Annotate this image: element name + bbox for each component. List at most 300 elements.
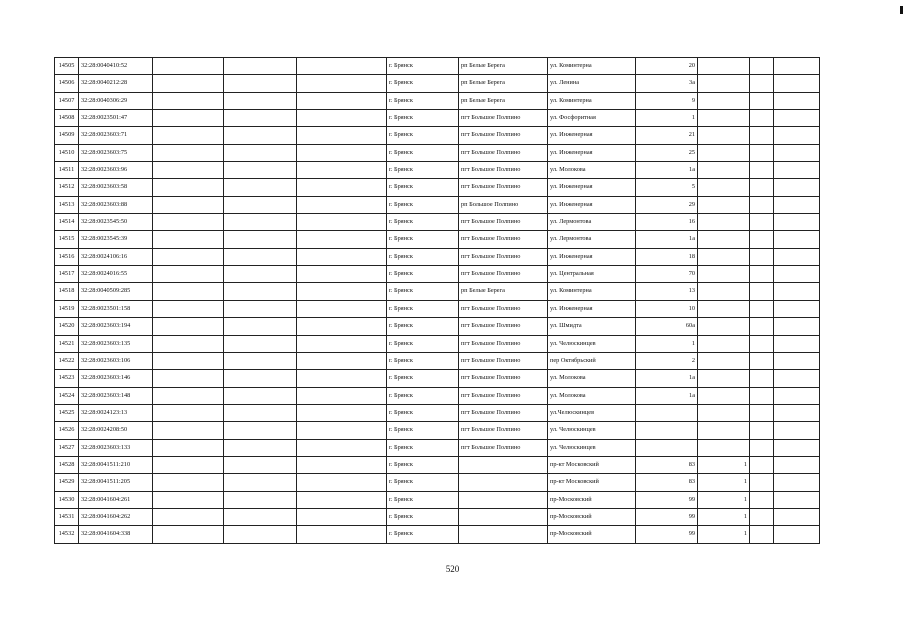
settlement-cell: пгт Большое Полпино: [459, 335, 548, 352]
city-cell: г. Брянск: [387, 110, 459, 127]
empty-cell: [774, 196, 820, 213]
flag-cell: [698, 439, 750, 456]
empty-cell: [750, 214, 774, 231]
city-cell: г. Брянск: [387, 127, 459, 144]
settlement-cell: пгт Большое Полпино: [459, 144, 548, 161]
empty-cell: [774, 127, 820, 144]
flag-cell: [698, 335, 750, 352]
table-row: [55, 231, 820, 248]
flag-cell: [698, 404, 750, 421]
empty-cell: [224, 248, 297, 265]
row-number-cell: 14516: [55, 248, 79, 265]
empty-cell: [750, 456, 774, 473]
row-number-cell: 14522: [55, 352, 79, 369]
flag-cell: [698, 162, 750, 179]
row-number-cell: 14512: [55, 179, 79, 196]
empty-cell: [224, 335, 297, 352]
table-row: [55, 58, 820, 75]
settlement-cell: пгт Большое Полпино: [459, 404, 548, 421]
city-cell: г. Брянск: [387, 248, 459, 265]
house-number-cell: 83: [636, 474, 698, 491]
empty-cell: [224, 214, 297, 231]
empty-cell: [750, 300, 774, 317]
empty-cell: [297, 283, 387, 300]
row-number-cell: 14511: [55, 162, 79, 179]
table-row: [55, 352, 820, 369]
street-cell: ул. Челюскинцев: [548, 422, 636, 439]
house-number-cell: 99: [636, 491, 698, 508]
empty-cell: [750, 491, 774, 508]
empty-cell: [774, 526, 820, 543]
empty-cell: [224, 404, 297, 421]
empty-cell: [297, 491, 387, 508]
street-cell: ул. Челюскинцев: [548, 335, 636, 352]
city-cell: г. Брянск: [387, 144, 459, 161]
cadastral-number-cell: 32:28:0023603:58: [79, 179, 153, 196]
empty-cell: [224, 387, 297, 404]
settlement-cell: пгт Большое Полпино: [459, 214, 548, 231]
empty-cell: [153, 370, 224, 387]
flag-cell: [698, 214, 750, 231]
cadastral-number-cell: 32:28:0024123:13: [79, 404, 153, 421]
empty-cell: [153, 127, 224, 144]
empty-cell: [750, 335, 774, 352]
row-number-cell: 14510: [55, 144, 79, 161]
row-number-cell: 14526: [55, 422, 79, 439]
table-row: [55, 300, 820, 317]
empty-cell: [774, 508, 820, 525]
empty-cell: [297, 300, 387, 317]
settlement-cell: пгт Большое Полпино: [459, 387, 548, 404]
settlement-cell: [459, 526, 548, 543]
table-row: [55, 404, 820, 421]
empty-cell: [774, 370, 820, 387]
empty-cell: [774, 179, 820, 196]
table-row: [55, 456, 820, 473]
row-number-cell: 14529: [55, 474, 79, 491]
empty-cell: [774, 248, 820, 265]
city-cell: г. Брянск: [387, 526, 459, 543]
empty-cell: [297, 422, 387, 439]
city-cell: г. Брянск: [387, 283, 459, 300]
settlement-cell: [459, 491, 548, 508]
settlement-cell: пгт Большое Полпино: [459, 318, 548, 335]
empty-cell: [224, 491, 297, 508]
house-number-cell: 20: [636, 58, 698, 75]
street-cell: пр-кт Московский: [548, 474, 636, 491]
empty-cell: [153, 422, 224, 439]
registry-table: [54, 57, 820, 544]
empty-cell: [297, 370, 387, 387]
flag-cell: 1: [698, 491, 750, 508]
empty-cell: [750, 370, 774, 387]
city-cell: г. Брянск: [387, 162, 459, 179]
row-number-cell: 14528: [55, 456, 79, 473]
empty-cell: [153, 300, 224, 317]
street-cell: ул. Коминтерна: [548, 283, 636, 300]
flag-cell: [698, 352, 750, 369]
flag-cell: [698, 266, 750, 283]
cadastral-number-cell: 32:28:0023603:106: [79, 352, 153, 369]
street-cell: ул. Инженерная: [548, 196, 636, 213]
row-number-cell: 14515: [55, 231, 79, 248]
empty-cell: [224, 283, 297, 300]
empty-cell: [774, 352, 820, 369]
table-row: [55, 179, 820, 196]
city-cell: г. Брянск: [387, 231, 459, 248]
cadastral-number-cell: 32:28:0041511:205: [79, 474, 153, 491]
empty-cell: [297, 266, 387, 283]
empty-cell: [297, 144, 387, 161]
empty-cell: [774, 335, 820, 352]
house-number-cell: [636, 404, 698, 421]
empty-cell: [153, 526, 224, 543]
empty-cell: [750, 127, 774, 144]
house-number-cell: 1а: [636, 231, 698, 248]
empty-cell: [153, 266, 224, 283]
table-row: [55, 318, 820, 335]
table-row: [55, 110, 820, 127]
empty-cell: [297, 248, 387, 265]
empty-cell: [774, 300, 820, 317]
empty-cell: [297, 214, 387, 231]
city-cell: г. Брянск: [387, 456, 459, 473]
cadastral-number-cell: 32:28:0040306:29: [79, 92, 153, 109]
empty-cell: [774, 474, 820, 491]
empty-cell: [774, 404, 820, 421]
flag-cell: [698, 370, 750, 387]
empty-cell: [153, 318, 224, 335]
empty-cell: [224, 110, 297, 127]
empty-cell: [774, 422, 820, 439]
street-cell: ул. Шмидта: [548, 318, 636, 335]
house-number-cell: 9: [636, 92, 698, 109]
empty-cell: [297, 387, 387, 404]
cadastral-number-cell: 32:28:0023603:71: [79, 127, 153, 144]
city-cell: г. Брянск: [387, 214, 459, 231]
city-cell: г. Брянск: [387, 92, 459, 109]
empty-cell: [750, 404, 774, 421]
cadastral-number-cell: 32:28:0041604:262: [79, 508, 153, 525]
city-cell: г. Брянск: [387, 352, 459, 369]
table-row: [55, 248, 820, 265]
cadastral-number-cell: 32:28:0023501:158: [79, 300, 153, 317]
city-cell: г. Брянск: [387, 196, 459, 213]
row-number-cell: 14514: [55, 214, 79, 231]
cadastral-number-cell: 32:28:0040212:28: [79, 75, 153, 92]
empty-cell: [774, 75, 820, 92]
settlement-cell: пгт Большое Полпино: [459, 370, 548, 387]
street-cell: ул. Лермонтова: [548, 231, 636, 248]
empty-cell: [224, 352, 297, 369]
row-number-cell: 14532: [55, 526, 79, 543]
empty-cell: [750, 352, 774, 369]
empty-cell: [153, 387, 224, 404]
city-cell: г. Брянск: [387, 508, 459, 525]
house-number-cell: 18: [636, 248, 698, 265]
flag-cell: [698, 75, 750, 92]
house-number-cell: 1: [636, 335, 698, 352]
cadastral-number-cell: 32:28:0041604:338: [79, 526, 153, 543]
empty-cell: [297, 75, 387, 92]
house-number-cell: 3а: [636, 75, 698, 92]
flag-cell: [698, 92, 750, 109]
city-cell: г. Брянск: [387, 58, 459, 75]
empty-cell: [750, 196, 774, 213]
street-cell: ул. Инженерная: [548, 144, 636, 161]
empty-cell: [224, 127, 297, 144]
empty-cell: [774, 144, 820, 161]
table-row: [55, 92, 820, 109]
flag-cell: [698, 110, 750, 127]
empty-cell: [224, 318, 297, 335]
street-cell: ул. Центральная: [548, 266, 636, 283]
empty-cell: [224, 92, 297, 109]
empty-cell: [297, 404, 387, 421]
empty-cell: [297, 110, 387, 127]
empty-cell: [224, 422, 297, 439]
city-cell: г. Брянск: [387, 335, 459, 352]
empty-cell: [153, 491, 224, 508]
settlement-cell: пгт Большое Полпино: [459, 162, 548, 179]
table-row: [55, 127, 820, 144]
empty-cell: [750, 387, 774, 404]
empty-cell: [774, 231, 820, 248]
empty-cell: [750, 144, 774, 161]
table-row: [55, 162, 820, 179]
house-number-cell: 1а: [636, 387, 698, 404]
house-number-cell: [636, 422, 698, 439]
street-cell: ул. Молокова: [548, 370, 636, 387]
empty-cell: [750, 439, 774, 456]
cadastral-number-cell: 32:28:0023603:75: [79, 144, 153, 161]
empty-cell: [750, 248, 774, 265]
house-number-cell: 13: [636, 283, 698, 300]
flag-cell: [698, 231, 750, 248]
empty-cell: [153, 110, 224, 127]
row-number-cell: 14505: [55, 58, 79, 75]
settlement-cell: пгт Большое Полпино: [459, 422, 548, 439]
house-number-cell: 25: [636, 144, 698, 161]
settlement-cell: [459, 456, 548, 473]
empty-cell: [153, 162, 224, 179]
flag-cell: [698, 300, 750, 317]
settlement-cell: пгт Большое Полпино: [459, 127, 548, 144]
settlement-cell: рп Белые Берега: [459, 58, 548, 75]
house-number-cell: 1: [636, 110, 698, 127]
street-cell: ул. Инженерная: [548, 127, 636, 144]
empty-cell: [224, 75, 297, 92]
flag-cell: [698, 144, 750, 161]
cadastral-number-cell: 32:28:0023545:50: [79, 214, 153, 231]
empty-cell: [297, 352, 387, 369]
house-number-cell: 10: [636, 300, 698, 317]
table-row: [55, 283, 820, 300]
empty-cell: [750, 58, 774, 75]
empty-cell: [224, 196, 297, 213]
empty-cell: [224, 526, 297, 543]
empty-cell: [153, 404, 224, 421]
house-number-cell: 99: [636, 526, 698, 543]
empty-cell: [153, 456, 224, 473]
empty-cell: [153, 283, 224, 300]
cadastral-number-cell: 32:28:0023603:194: [79, 318, 153, 335]
empty-cell: [153, 508, 224, 525]
empty-cell: [297, 179, 387, 196]
empty-cell: [153, 231, 224, 248]
flag-cell: [698, 179, 750, 196]
flag-cell: 1: [698, 474, 750, 491]
empty-cell: [224, 370, 297, 387]
flag-cell: 1: [698, 508, 750, 525]
table-row: [55, 508, 820, 525]
row-number-cell: 14507: [55, 92, 79, 109]
street-cell: ул. Инженерная: [548, 248, 636, 265]
page-number: 520: [445, 564, 460, 574]
table-row: [55, 214, 820, 231]
empty-cell: [750, 179, 774, 196]
empty-cell: [224, 439, 297, 456]
house-number-cell: 83: [636, 456, 698, 473]
table-row: [55, 439, 820, 456]
empty-cell: [774, 439, 820, 456]
empty-cell: [153, 439, 224, 456]
cadastral-number-cell: 32:28:0023603:88: [79, 196, 153, 213]
empty-cell: [153, 248, 224, 265]
cadastral-number-cell: 32:28:0023501:47: [79, 110, 153, 127]
table-row: [55, 491, 820, 508]
cadastral-number-cell: 32:28:0023603:96: [79, 162, 153, 179]
settlement-cell: пгт Большое Полпино: [459, 439, 548, 456]
empty-cell: [774, 456, 820, 473]
cadastral-number-cell: 32:28:0024016:55: [79, 266, 153, 283]
row-number-cell: 14509: [55, 127, 79, 144]
cadastral-number-cell: 32:28:0040410:52: [79, 58, 153, 75]
flag-cell: 1: [698, 456, 750, 473]
cadastral-number-cell: 32:28:0024208:50: [79, 422, 153, 439]
empty-cell: [224, 162, 297, 179]
table-row: [55, 196, 820, 213]
empty-cell: [750, 110, 774, 127]
empty-cell: [750, 266, 774, 283]
city-cell: г. Брянск: [387, 491, 459, 508]
city-cell: г. Брянск: [387, 300, 459, 317]
row-number-cell: 14508: [55, 110, 79, 127]
settlement-cell: пгт Большое Полпино: [459, 300, 548, 317]
empty-cell: [153, 352, 224, 369]
empty-cell: [224, 144, 297, 161]
row-number-cell: 14525: [55, 404, 79, 421]
street-cell: ул. Инженерная: [548, 300, 636, 317]
house-number-cell: 21: [636, 127, 698, 144]
empty-cell: [774, 162, 820, 179]
city-cell: г. Брянск: [387, 75, 459, 92]
cadastral-number-cell: 32:28:0023545:39: [79, 231, 153, 248]
empty-cell: [774, 491, 820, 508]
flag-cell: [698, 387, 750, 404]
flag-cell: [698, 248, 750, 265]
empty-cell: [774, 318, 820, 335]
empty-cell: [750, 283, 774, 300]
table-row: [55, 266, 820, 283]
settlement-cell: [459, 474, 548, 491]
empty-cell: [297, 439, 387, 456]
street-cell: пр-Московский: [548, 526, 636, 543]
street-cell: пр-Московский: [548, 508, 636, 525]
settlement-cell: пгт Большое Полпино: [459, 231, 548, 248]
flag-cell: [698, 283, 750, 300]
row-number-cell: 14531: [55, 508, 79, 525]
street-cell: ул. Молокова: [548, 387, 636, 404]
empty-cell: [153, 179, 224, 196]
empty-cell: [153, 335, 224, 352]
city-cell: г. Брянск: [387, 474, 459, 491]
empty-cell: [224, 508, 297, 525]
house-number-cell: 60а: [636, 318, 698, 335]
city-cell: г. Брянск: [387, 422, 459, 439]
empty-cell: [750, 231, 774, 248]
empty-cell: [750, 422, 774, 439]
house-number-cell: 5: [636, 179, 698, 196]
empty-cell: [297, 508, 387, 525]
empty-cell: [297, 456, 387, 473]
empty-cell: [224, 300, 297, 317]
cadastral-number-cell: 32:28:0023603:133: [79, 439, 153, 456]
settlement-cell: пгт Большое Полпино: [459, 352, 548, 369]
empty-cell: [774, 58, 820, 75]
empty-cell: [774, 387, 820, 404]
settlement-cell: пгт Большое Полпино: [459, 266, 548, 283]
empty-cell: [297, 92, 387, 109]
settlement-cell: пгт Большое Полпино: [459, 248, 548, 265]
row-number-cell: 14520: [55, 318, 79, 335]
empty-cell: [750, 75, 774, 92]
empty-cell: [297, 58, 387, 75]
row-number-cell: 14519: [55, 300, 79, 317]
house-number-cell: 1а: [636, 370, 698, 387]
flag-cell: [698, 196, 750, 213]
table-row: [55, 370, 820, 387]
empty-cell: [297, 162, 387, 179]
empty-cell: [774, 266, 820, 283]
empty-cell: [750, 92, 774, 109]
empty-cell: [224, 179, 297, 196]
house-number-cell: [636, 439, 698, 456]
empty-cell: [750, 474, 774, 491]
empty-cell: [297, 318, 387, 335]
cadastral-number-cell: 32:28:0023603:135: [79, 335, 153, 352]
row-number-cell: 14521: [55, 335, 79, 352]
flag-cell: 1: [698, 526, 750, 543]
cadastral-number-cell: 32:28:0041511:210: [79, 456, 153, 473]
table-row: [55, 387, 820, 404]
table-row: [55, 75, 820, 92]
city-cell: г. Брянск: [387, 404, 459, 421]
settlement-cell: рп Большое Полпино: [459, 196, 548, 213]
city-cell: г. Брянск: [387, 266, 459, 283]
settlement-cell: рп Белые Берега: [459, 92, 548, 109]
row-number-cell: 14523: [55, 370, 79, 387]
row-number-cell: 14527: [55, 439, 79, 456]
empty-cell: [750, 162, 774, 179]
flag-cell: [698, 127, 750, 144]
empty-cell: [153, 214, 224, 231]
settlement-cell: рп Белые Берега: [459, 75, 548, 92]
page-corner-mark: [900, 6, 903, 14]
street-cell: ул. Ленина: [548, 75, 636, 92]
empty-cell: [224, 266, 297, 283]
row-number-cell: 14506: [55, 75, 79, 92]
